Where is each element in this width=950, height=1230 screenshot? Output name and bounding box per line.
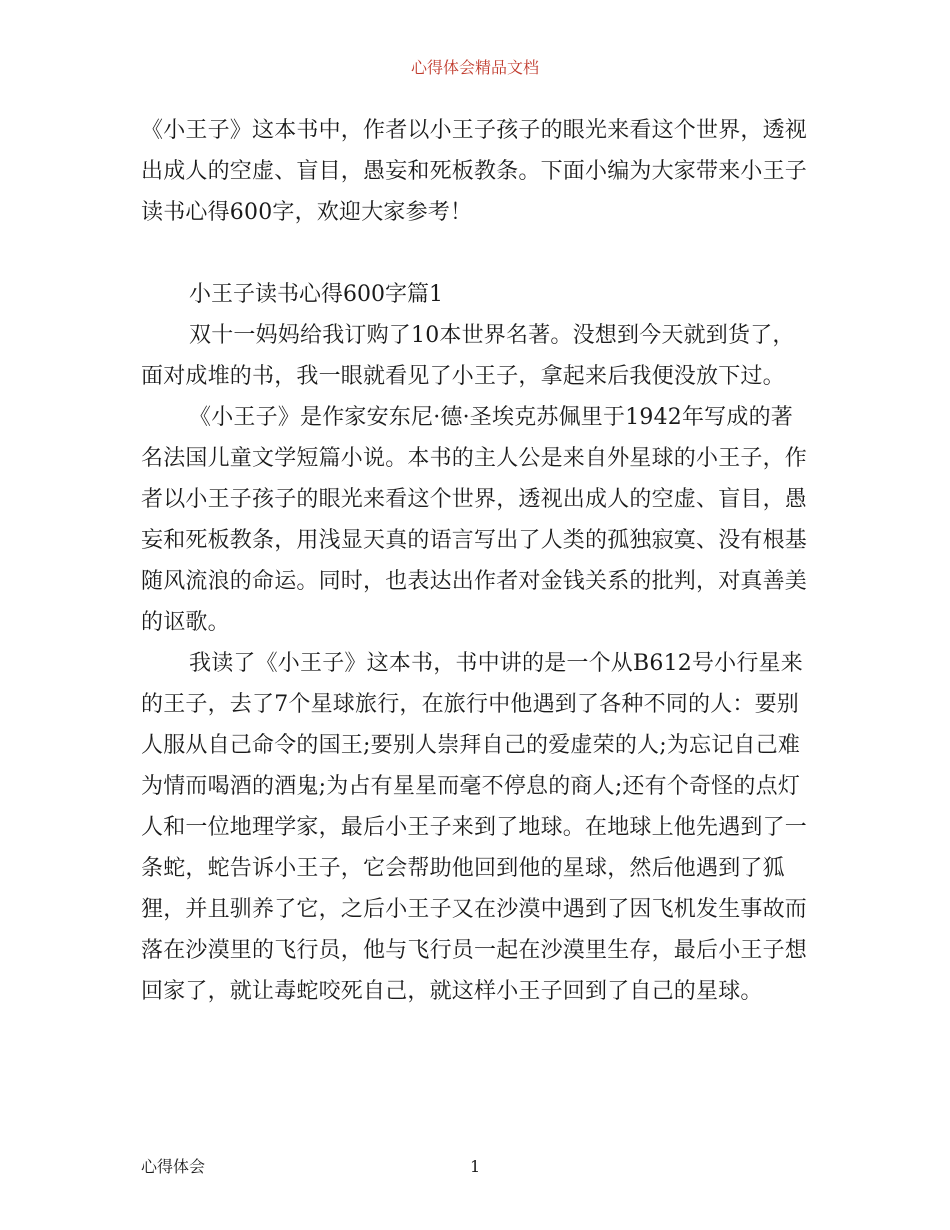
body-paragraph-1: 双十一妈妈给我订购了10本世界名著。没想到今天就到货了，面对成堆的书，我一眼就看见了小王子，拿起来后我便没放下过。: [141, 323, 795, 389]
page-number: 1: [470, 1157, 481, 1176]
footer-label: 心得体会: [141, 1157, 206, 1176]
body-paragraph-3: 我读了《小王子》这本书，书中讲的是一个从B612号小行星来的王子，去了7个星球旅行，在旅行中他遇到了各种不同的人：要别人服从自己命令的国王;要别人崇拜自己的爱虚荣的人;为忘记自己难为情而喝酒的酒鬼;为占有星星而毫不停息的商人;还有个奇怪的点灯人和一位地理学家，最后小王子来到了地球。在地球上他先遇到了一条蛇，蛇告诉小王子，它会帮助他回到他的星球，然后他遇到了狐狸，并且驯养了它，之后小王子又在沙漠中遇到了因飞机发生事故而落在沙漠里的飞行员，他与飞行员一起在沙漠里生存，最后小王子想回家了，就让毒蛇咬死自己，就这样小王子回到了自己的星球。: [141, 651, 808, 1004]
body-paragraph-2: 《小王子》是作家安东尼·德·圣埃克苏佩里于1942年写成的著名法国儿童文学短篇小说。本书的主人公是来自外星球的小王子，作者以小王子孩子的眼光来看这个世界，透视出成人的空虚、盲目，愚妄和死板教条，用浅显天真的语言写出了人类的孤独寂寞、没有根基随风流浪的命运。同时，也表达出作者对金钱关系的批判，对真善美的讴歌。: [141, 405, 808, 635]
document-body: [141, 110, 813, 1012]
page-header-title: 心得体会精品文档: [410, 58, 539, 77]
intro-paragraph: 《小王子》这本书中，作者以小王子孩子的眼光来看这个世界，透视出成人的空虚、盲目，愚妄和死板教条。下面小编为大家带来小王子读书心得600字，欢迎大家参考！: [141, 118, 808, 225]
section-title: 小王子读书心得600字篇1: [189, 282, 443, 307]
